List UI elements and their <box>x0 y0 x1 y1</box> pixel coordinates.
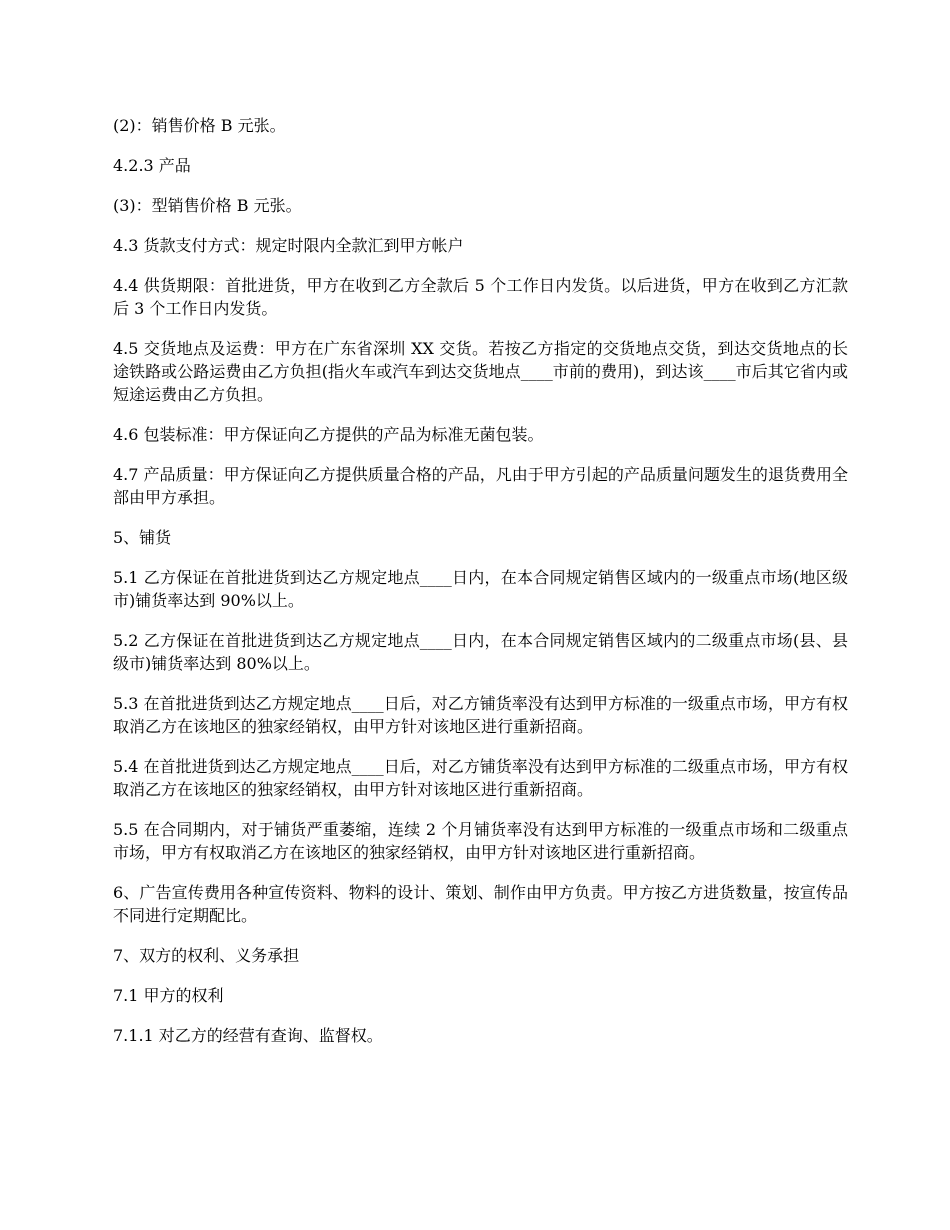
paragraph-4-6-packaging: 4.6 包装标准：甲方保证向乙方提供的产品为标准无菌包装。 <box>113 425 544 444</box>
paragraph-5-5: 5.5 在合同期内，对于铺货严重萎缩，连续 2 个月铺货率没有达到甲方标准的一级重点市场和二级重点市场，甲方有权取消乙方在该地区的独家经销权，由甲方针对该地区进行重新招商。 <box>113 820 848 862</box>
paragraph-3-sale-price: (3)：型销售价格 B 元张。 <box>113 196 302 215</box>
section-heading-5: 5、铺货 <box>113 528 172 547</box>
paragraph-4-5-delivery: 4.5 交货地点及运费：甲方在广东省深圳 XX 交货。若按乙方指定的交货地点交货，到达交货地点的长途铁路或公路运费由乙方负担(指火车或汽车到达交货地点____市前的费用)，到达该____市后其它省内或短途运费由乙方负担。 <box>113 339 848 404</box>
paragraph-5-2: 5.2 乙方保证在首批进货到达乙方规定地点____日内，在本合同规定销售区域内的二级重点市场(县、县级市)铺货率达到 80%以上。 <box>113 631 848 673</box>
section-heading-7: 7、双方的权利、义务承担 <box>113 946 300 965</box>
paragraph-4-4-supply-period: 4.4 供货期限：首批进货，甲方在收到乙方全款后 5 个工作日内发货。以后进货，甲方在收到乙方汇款后 3 个工作日内发货。 <box>113 276 848 318</box>
paragraph-2-sale-price: (2)：销售价格 B 元张。 <box>113 116 286 135</box>
paragraph-4-3-payment: 4.3 货款支付方式：规定时限内全款汇到甲方帐户 <box>113 236 464 255</box>
paragraph-5-1: 5.1 乙方保证在首批进货到达乙方规定地点____日内，在本合同规定销售区域内的一级重点市场(地区级市)铺货率达到 90%以上。 <box>113 568 848 610</box>
paragraph-4-7-quality: 4.7 产品质量：甲方保证向乙方提供质量合格的产品，凡由于甲方引起的产品质量问题发生的退货费用全部由甲方承担。 <box>113 465 848 507</box>
paragraph-7-1: 7.1 甲方的权利 <box>113 986 224 1005</box>
paragraph-5-3: 5.3 在首批进货到达乙方规定地点____日后，对乙方铺货率没有达到甲方标准的一级重点市场，甲方有权取消乙方在该地区的独家经销权，由甲方针对该地区进行重新招商。 <box>113 694 848 736</box>
paragraph-4-2-3-product: 4.2.3 产品 <box>113 156 191 175</box>
paragraph-7-1-1: 7.1.1 对乙方的经营有查询、监督权。 <box>113 1026 383 1045</box>
paragraph-6-advertising: 6、广告宣传费用各种宣传资料、物料的设计、策划、制作由甲方负责。甲方按乙方进货数量，按宣传品不同进行定期配比。 <box>113 883 848 925</box>
paragraph-5-4: 5.4 在首批进货到达乙方规定地点____日后，对乙方铺货率没有达到甲方标准的二级重点市场，甲方有权取消乙方在该地区的独家经销权，由甲方针对该地区进行重新招商。 <box>113 757 848 799</box>
document-body <box>113 114 848 1064</box>
